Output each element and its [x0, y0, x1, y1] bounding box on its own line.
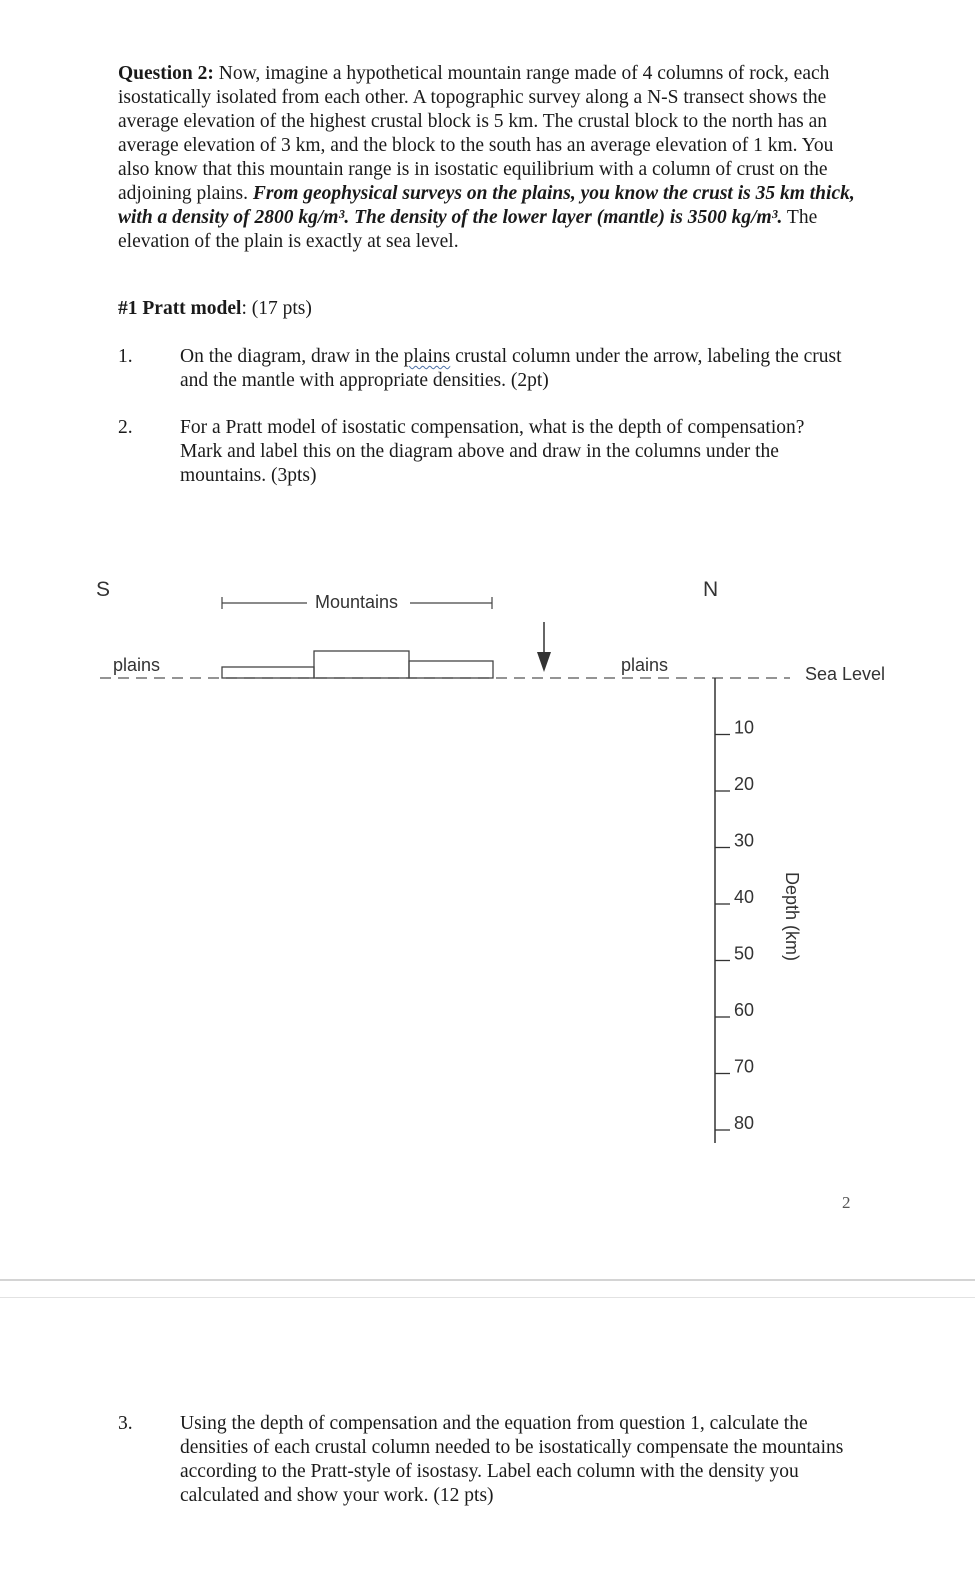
mountains-label: Mountains [315, 592, 399, 612]
depth-tick-label: 60 [734, 1000, 755, 1020]
page-divider-bottom [0, 1297, 975, 1298]
section-heading [118, 297, 858, 321]
crustal-block-1km [222, 667, 314, 678]
section-points: : (17 pts) [241, 298, 312, 319]
section-title: #1 Pratt model [118, 298, 242, 319]
page-number: 2 [842, 1193, 851, 1212]
question-2-text-end: The elevation of the plain is exactly at sea level. [118, 207, 818, 252]
page-divider-top [0, 1279, 975, 1281]
question-2-emphasis: From geophysical surveys on the plains, you know the crust is 35 km thick, with a density of 2800 kg/m³. The density of the lower layer (mantle) is 3500 kg/m³. [118, 183, 855, 228]
item-number: 1. [118, 346, 133, 367]
depth-tick-label: 20 [734, 774, 755, 794]
item-text: For a Pratt model of isostatic compensation, what is the depth of compensation? Mark and label this on the diagram above and draw in the columns under the mountains. (3pts) [180, 417, 805, 486]
depth-ticks [715, 718, 754, 1134]
plains-left-label: plains [113, 655, 161, 675]
plains-right-label: plains [621, 655, 669, 675]
crustal-block-3km [409, 661, 493, 678]
item-number: 2. [118, 417, 133, 438]
depth-tick-label: 10 [734, 717, 755, 738]
item-text: On the diagram, draw in the plains crustal column under the arrow, labeling the crust and the mantle with appropriate densities. (2pt) [180, 346, 842, 391]
spellcheck-underlined-word: plains [403, 346, 451, 367]
south-label: S [96, 578, 111, 601]
isostasy-diagram [0, 560, 975, 1160]
crustal-block-5km [314, 651, 409, 678]
question-2-label: Question 2: [118, 63, 214, 84]
depth-axis-title: Depth (km) [782, 872, 802, 962]
sea-level-label: Sea Level [805, 664, 886, 684]
question-2-paragraph [118, 62, 858, 254]
depth-tick-label: 70 [734, 1056, 755, 1077]
depth-tick-label: 80 [734, 1113, 755, 1133]
down-arrow-icon [537, 622, 551, 672]
item-number: 3. [118, 1413, 133, 1434]
depth-tick-label: 30 [734, 830, 755, 851]
north-label: N [703, 578, 719, 601]
question-2-text: Now, imagine a hypothetical mountain range made of 4 columns of rock, each isostatically isolated from each other. A topographic survey along a N-S transect shows the average elevation of the highest crustal block is 5 km. The crustal block to the north has an average elevation of 3 km, and the block to the south has an average elevation of 1 km. You also know that this mountain range is in isostatic equilibrium with a column of crust on the adjoining plains. [118, 63, 834, 204]
item-text: Using the depth of compensation and the equation from question 1, calculate the densities of each crustal column needed to be isostatically compensate the mountains according to the Pratt-style of isostasy. Label each column with the density you calculated and show your work. (12 pts) [180, 1413, 844, 1506]
depth-tick-label: 50 [734, 943, 755, 964]
depth-tick-label: 40 [734, 887, 755, 907]
